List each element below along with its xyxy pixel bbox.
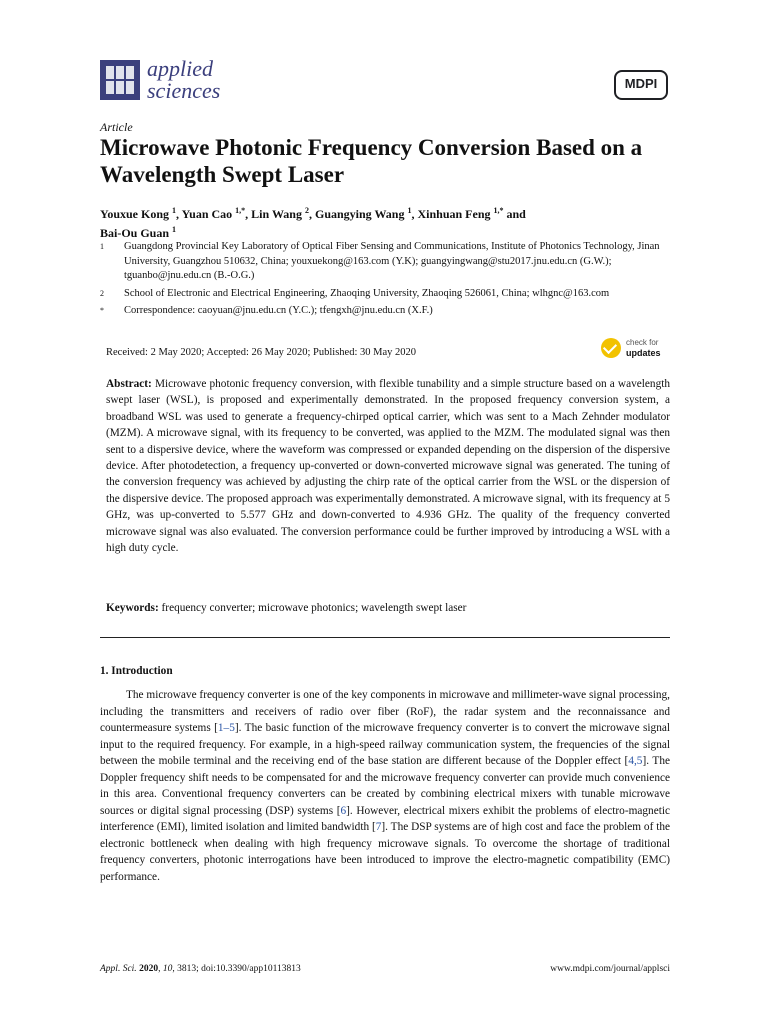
author[interactable] xyxy=(100,207,176,221)
affiliation-number: 2 xyxy=(100,288,104,298)
footer-url[interactable]: www.mdpi.com/journal/applsci xyxy=(550,964,670,974)
affiliation-item xyxy=(100,287,680,302)
author[interactable] xyxy=(100,226,176,240)
citation-link[interactable]: 4,5 xyxy=(628,755,643,767)
affiliation-text: Guangdong Provincial Key Laboratory of Optical Fiber Sensing and Communications, Institute of Photonics Technology, Jinan University, Guangzhou 510632, China; youxuekong@163.com (Y.K); guangyingwang@stu2017.jnu.edu.cn (G.W.); tguanbo@jnu.edu.cn (B.-O.G.) xyxy=(124,241,660,281)
journal-logo-icon xyxy=(100,60,140,100)
author[interactable] xyxy=(182,207,246,221)
author-list: Youxue Kong $^1$, Yuan Cao $^{1,*}$, Lin Wang $^2$, Guangying Wang $^1$, Xinhuan Feng $^{1,*}$ and Bai-Ou Guan $^1$ xyxy=(100,206,526,240)
journal-name-line1: applied xyxy=(147,56,213,81)
author-name: Guangying Wang xyxy=(314,207,405,221)
author[interactable] xyxy=(315,207,411,221)
author-name: Youxue Kong xyxy=(100,207,170,221)
correspondence-text: Correspondence: caoyuan@jnu.edu.cn (Y.C.); tfengxh@jnu.edu.cn (X.F.) xyxy=(124,305,433,316)
abstract-label: Abstract: xyxy=(106,378,152,390)
affiliations xyxy=(100,240,680,322)
author-affil-sup: 1,* xyxy=(493,206,504,215)
correspondence-item xyxy=(100,304,680,319)
journal-name xyxy=(147,58,220,102)
author-affil-sup: 1 xyxy=(407,206,412,215)
publication-dates: Received: 2 May 2020; Accepted: 26 May 2020; Published: 30 May 2020 xyxy=(106,347,416,358)
footer-journal: Appl. Sci. xyxy=(100,964,137,974)
footer-doi: , 3813; doi:10.3390/app10113813 xyxy=(172,964,301,974)
check-updates-line1: check for xyxy=(626,338,659,347)
affiliation-text: School of Electronic and Electrical Engineering, Zhaoqing University, Zhaoqing 526061, China; wlhgnc@163.com xyxy=(124,287,610,299)
author-affil-sup: 2 xyxy=(304,206,309,215)
author-name: Yuan Cao xyxy=(181,207,233,221)
author-name: Xinhuan Feng xyxy=(417,207,491,221)
check-updates-icon xyxy=(601,338,621,358)
author-name: Lin Wang xyxy=(251,207,302,221)
publisher-name: MDPI xyxy=(624,76,658,91)
citation-link[interactable]: 7 xyxy=(375,821,382,833)
article-type: Article xyxy=(100,120,133,134)
author[interactable] xyxy=(251,207,309,221)
citation-link[interactable]: 6 xyxy=(340,804,347,817)
journal-logo[interactable] xyxy=(100,58,220,102)
affiliation-item xyxy=(100,240,680,284)
author[interactable] xyxy=(417,207,503,221)
footer-citation: Appl. Sci. 2020, 10, 3813; doi:10.3390/app10113813 xyxy=(100,964,301,974)
author-affil-sup: 1 xyxy=(172,206,177,215)
intro-text: ]. The basic function of the microwave frequency converter is to convert the microwave signal input to the required frequency. For example, in a high-speed railway communication system, the frequencies of the signal between the mobile terminal and the receiving end of the base station are different because of the Doppler effect [ xyxy=(100,722,670,767)
intro-text: ]. However, electrical mixers exhibit the problems of electro-magnetic interference (EMI), limited isolation and limited bandwidth [ xyxy=(100,804,670,833)
publisher-logo[interactable] xyxy=(614,70,668,100)
journal-name-line2: sciences xyxy=(147,78,221,103)
keywords-label: Keywords: xyxy=(106,602,159,614)
citation-link[interactable]: 1–5 xyxy=(217,722,235,734)
intro-text: ]. The Doppler frequency shift needs to be compensated for and the microwave frequency converter can provide much convenience in this area. Conventional frequency converters can be created by combining electrical mixers with tunable microwave sources or digital signal processing (DSP) systems [ xyxy=(100,755,670,817)
author-affil-sup: 1 xyxy=(172,225,177,234)
footer-year: 2020 xyxy=(139,964,159,974)
keywords-text: frequency converter; microwave photonics; wavelength swept laser xyxy=(161,602,467,614)
article-title: Microwave Photonic Frequency Conversion Based on a Wavelength Swept Laser xyxy=(100,135,643,187)
intro-text: The microwave frequency converter is one of the key components in microwave and millimeter-wave signal processing, including the transmitters and receivers of radio over fiber (RoF), the radar system and the reconnaissance and countermeasure systems [ xyxy=(100,689,670,734)
intro-text: ]. The DSP systems are of high cost and face the problem of the electronic bottleneck when dealing with high frequency microwave signals. To overcome the shortage of traditional frequency converters, photonic interrogations have been introduced to improve the electro-magnetic compatibility (EMC) performance. xyxy=(100,821,670,883)
author-name: Bai-Ou Guan xyxy=(100,226,170,240)
section-divider xyxy=(100,637,670,638)
abstract xyxy=(106,376,670,556)
correspondence-marker: * xyxy=(100,306,104,315)
keywords xyxy=(106,602,670,614)
footer-volume: 10 xyxy=(162,964,173,974)
section-heading: 1. Introduction xyxy=(100,665,173,677)
affiliation-number: 1 xyxy=(100,242,104,251)
abstract-text: Microwave photonic frequency conversion, with flexible tunability and a simple structure based on a wavelength swept laser (WSL), is proposed and experimentally demonstrated. In the proposed frequency conversion system, a broadband WSL was used to generate a frequency-chirped optical carrier, which was sent to a Mach Zehnder modulator (MZM). A microwave signal, with its frequency to be converted, was applied to the MZM. The modulated signal was then sent to a dispersive device, where the waveform was compressed or expanded depending on the dispersion of the dispersive device. After photodetection, a frequency up-converted or down-converted microwave signal was generated. The tuning of the conversion frequency was achieved by adjusting the chirp rate of the optical carrier from the WSL or the dispersion of the dispersive device. The proposed approach was experimentally demonstrated. A microwave signal, with its frequency at 5 GHz, was up-converted to 5.577 GHz and down-converted to 4.936 GHz. The quality of the frequency converted microwave signal was also evaluated. The conversion performance could be further improved by introducing a WSL with a high duty cycle. xyxy=(106,378,671,555)
check-for-updates-badge[interactable] xyxy=(601,338,661,358)
introduction-paragraph xyxy=(100,687,670,885)
check-updates-line2: updates xyxy=(626,348,661,358)
check-updates-text xyxy=(626,338,661,358)
author-affil-sup: 1,* xyxy=(235,206,246,215)
